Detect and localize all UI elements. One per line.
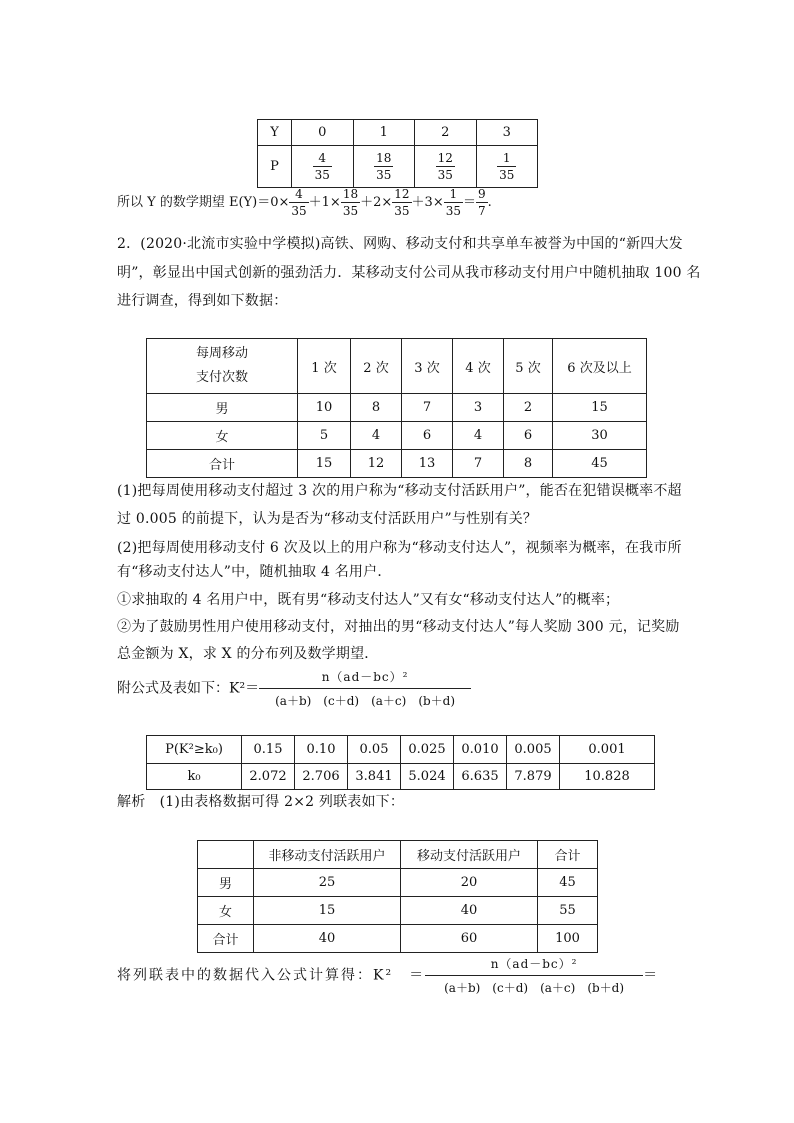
question-line: (1)把每周使用移动支付超过 3 次的用户称为“移动支付活跃用户”，能否在犯错误概率不超 xyxy=(117,483,682,499)
question-line: (2)把每周使用移动支付 6 次及以上的用户称为“移动支付达人”，视频率为概率，在我市所 xyxy=(117,540,682,556)
table-header-cell: 2 次 xyxy=(351,339,402,394)
table-row: 合计 40 60 100 xyxy=(198,925,598,953)
critical-value-table xyxy=(146,735,655,790)
final-calculation: 将列联表中的数据代入公式计算得：K² ＝ $\frac{\text{n（ad－bc）²}}{(a+b) (c+d) (a+c) (b+d)}$ ＝ xyxy=(117,957,658,995)
question-line: 有“移动支付达人”中，随机抽取 4 名用户． xyxy=(117,564,392,580)
table-cell: 2 xyxy=(415,120,477,146)
table-cell: Y xyxy=(258,120,292,146)
table-row: 男 10 8 7 3 2 15 xyxy=(147,394,647,422)
table-header-cell: 5 次 xyxy=(504,339,553,394)
table-header-cell: 6 次及以上 xyxy=(553,339,647,394)
probability-cell: $\frac{1}{35}$ xyxy=(476,146,538,188)
survey-table xyxy=(146,338,647,478)
question-line: ①求抽取的 4 名用户中，既有男“移动支付达人”又有女“移动支付达人”的概率； xyxy=(117,592,620,608)
contingency-table xyxy=(197,840,598,953)
k-squared-formula: 附公式及表如下：K²＝ $\frac{\text{n（ad－bc）²}}{(a+b) (c+d) (a+c) (b+d)}$ xyxy=(117,668,471,709)
table-header-cell: 每周移动 支付次数 xyxy=(147,339,298,394)
question-line: ②为了鼓励男性用户使用移动支付，对抽出的男“移动支付达人”每人奖励 300 元，记奖励 xyxy=(117,619,680,635)
table-row: 非移动支付活跃用户 移动支付活跃用户 合计 xyxy=(198,841,598,869)
table-row: 女 5 4 6 4 6 30 xyxy=(147,422,647,450)
problem-line: 明”，彰显出中国式创新的强劲活力．某移动支付公司从我市移动支付用户中随机抽取 100 名 xyxy=(117,265,701,281)
table-header-cell: 1 次 xyxy=(298,339,351,394)
probability-cell: $\frac{18}{35}$ xyxy=(353,146,415,188)
probability-cell: $\frac{4}{35}$ xyxy=(292,146,354,188)
table-row: P(K²≥k₀) 0.15 0.10 0.05 0.025 0.010 0.005 0.001 xyxy=(147,736,655,764)
question-line: 总金额为 X，求 X 的分布列及数学期望． xyxy=(117,646,379,662)
table-row: k₀ 2.072 2.706 3.841 5.024 6.635 7.879 10.828 xyxy=(147,764,655,790)
table-cell: 0 xyxy=(292,120,354,146)
solution-intro: 解析 (1)由表格数据可得 2×2 列联表如下： xyxy=(117,794,405,810)
table-header-cell: 3 次 xyxy=(402,339,453,394)
table-row: 合计 15 12 13 7 8 45 xyxy=(147,450,647,478)
table-cell: 1 xyxy=(353,120,415,146)
question-line: 过 0.005 的前提下，认为是否为“移动支付活跃用户”与性别有关？ xyxy=(117,511,538,527)
table-header-cell: 4 次 xyxy=(453,339,504,394)
problem-line: 2．(2020·北流市实验中学模拟)高铁、网购、移动支付和共享单车被誉为中国的“新四大发 xyxy=(117,236,683,252)
table-cell: 3 xyxy=(476,120,538,146)
y-distribution-table xyxy=(257,119,538,188)
table-row: 女 15 40 55 xyxy=(198,897,598,925)
problem-line: 进行调查，得到如下数据： xyxy=(117,293,288,309)
table-row: 男 25 20 45 xyxy=(198,869,598,897)
expectation-formula: 所以 Y 的数学期望 E(Y)＝0× $\frac{4}{35}$ ＋1× $\frac{18}{35}$ ＋2× $\frac{12}{35}$ ＋3× $\frac{1}{35}$ ＝ $\frac{9}{7}$ . xyxy=(117,187,492,218)
table-cell: P xyxy=(258,146,292,188)
probability-cell: $\frac{12}{35}$ xyxy=(415,146,477,188)
